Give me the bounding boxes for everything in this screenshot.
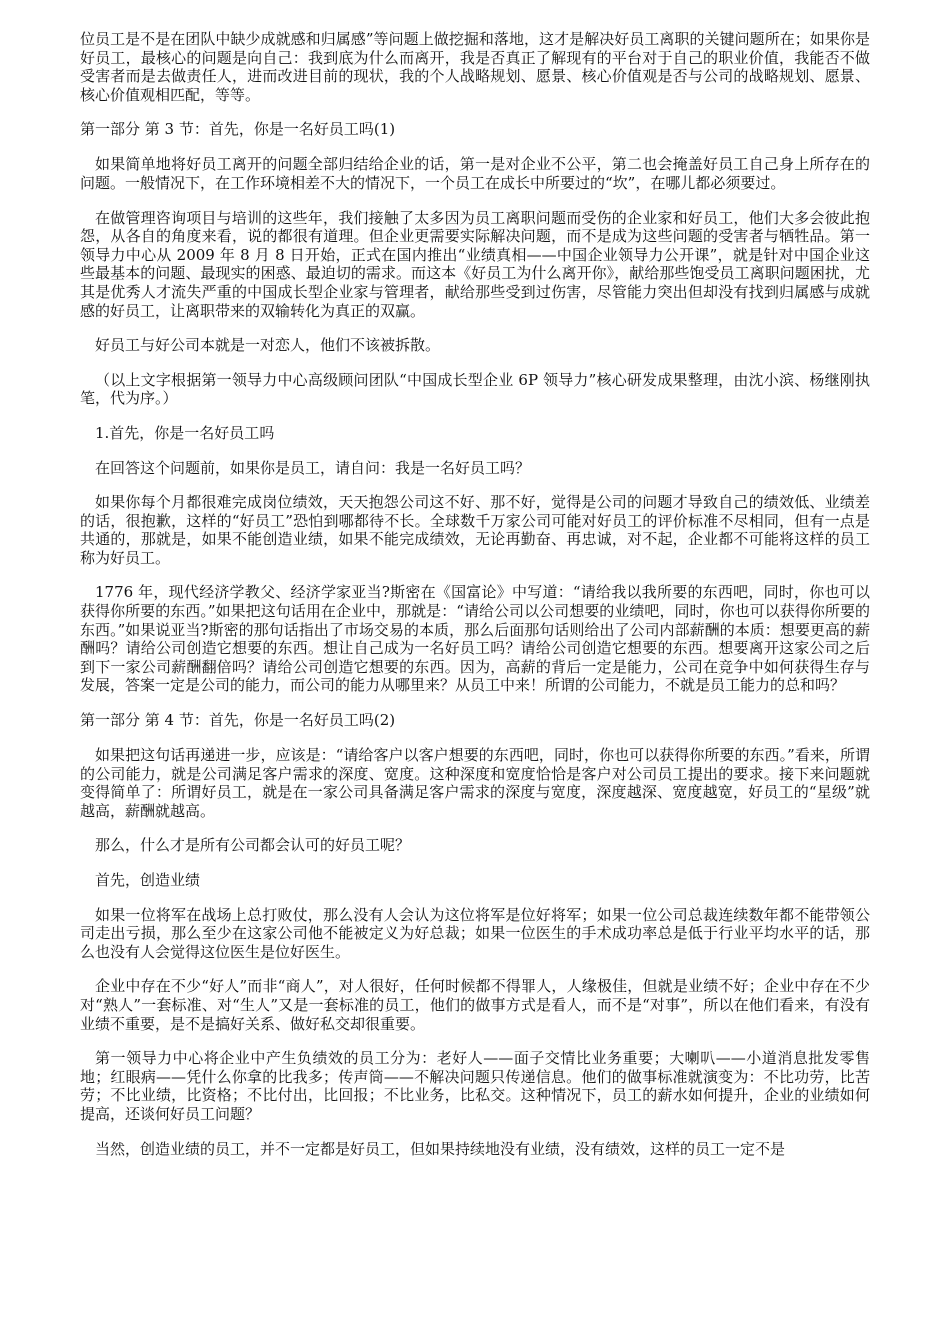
paragraph: 1776 年，现代经济学教父、经济学家亚当?斯密在《国富论》中写道：“请给我以我所要的东西吧，同时，你也可以获得你所要的东西。”如果把这句话用在企业中，那就是：“请给公司以公司想要的业绩吧，同时，你也可以获得你所要的东西。”如果说亚当?斯密的那句话指出了市场交易的本质，那么后面那句话则给出了公司内部薪酬的本质：想要更高的薪酬吗？请给公司创造它想要的东西。想让自己成为一名好员工吗？请给公司创造它想要的东西。想要离开这家公司之后到下一家公司薪酬翻倍吗？请给公司创造它想要的东西。因为，高薪的背后一定是能力，公司在竞争中如何获得生存与发展，答案一定是公司的能力，而公司的能力从哪里来？从员工中来！所谓的公司能力，不就是员工能力的总和吗？ [80, 583, 870, 695]
paragraph: 当然，创造业绩的员工，并不一定都是好员工，但如果持续地没有业绩，没有绩效，这样的员工一定不是 [95, 1139, 786, 1158]
paragraph: 那么，什么才是所有公司都会认可的好员工呢？ [95, 836, 411, 855]
paragraph: 如果简单地将好员工离开的问题全部归结给企业的话，第一是对企业不公平，第二也会掩盖好员工自己身上所存在的问题。一般情况下，在工作环境相差不大的情况下，一个员工在成长中所要过的“坎”，在哪儿都必须要过。 [80, 155, 870, 192]
paragraph: 如果你每个月都很难完成岗位绩效，天天抱怨公司这不好、那不好，觉得是公司的问题才导致自己的绩效低、业绩差的话，很抱歉，这样的“好员工”恐怕到哪都待不长。全球数千万家公司可能对好员工的评价标准不尽相同，但有一点是共通的，那就是，如果不能创造业绩，如果不能完成绩效，无论再勤奋、再忠诚，对不起，企业都不可能将这样的员工称为好员工。 [80, 493, 870, 567]
preface-note: （以上文字根据第一领导力中心高级顾问团队“中国成长型企业 6P 领导力”核心研发成果整理，由沈小滨、杨继刚执笔，代为序。） [80, 370, 870, 408]
paragraph: 在回答这个问题前，如果你是员工，请自问：我是一名好员工吗？ [95, 458, 531, 477]
section-heading: 第一部分 第 3 节：首先，你是一名好员工吗(1) [80, 120, 396, 139]
subheading: 1.首先，你是一名好员工吗 [95, 423, 275, 442]
document-page [80, 30, 870, 1174]
paragraph: 如果把这句话再递进一步，应该是：“请给客户以客户想要的东西吧，同时，你也可以获得你所要的东西。”看来，所谓的公司能力，就是公司满足客户需求的深度、宽度。这种深度和宽度恰恰是客户对公司员工提出的要求。接下来问题就变得简单了：所谓好员工，就是在一家公司具备满足客户需求的深度与宽度，深度越深、宽度越宽，好员工的“星级”就越高，薪酬就越高。 [80, 746, 870, 820]
paragraph: 如果一位将军在战场上总打败仗，那么没有人会认为这位将军是位好将军；如果一位公司总裁连续数年都不能带领公司走出亏损，那么至少在这家公司他不能被定义为好总裁；如果一位医生的手术成功率总是低于行业平均水平的话，那么也没有人会觉得这位医生是位好医生。 [80, 905, 870, 961]
subheading: 首先，创造业绩 [95, 871, 201, 889]
section-heading: 第一部分 第 4 节：首先，你是一名好员工吗(2) [80, 711, 396, 730]
paragraph: 位员工是不是在团队中缺少成就感和归属感”等问题上做挖掘和落地，这才是解决好员工离职的关键问题所在；如果你是好员工，最核心的问题是向自己：我到底为什么而离开，我是否真正了解现有的平台对于自己的职业价值，我能否不做受害者而是去做责任人，进而改进目前的现状，我的个人战略规划、愿景、核心价值观是否与公司的战略规划、愿景、核心价值观相匹配，等等。 [80, 30, 870, 104]
paragraph: 第一领导力中心将企业中产生负绩效的员工分为：老好人——面子交情比业务重要；大喇叭——小道消息批发零售地；红眼病——凭什么你拿的比我多；传声筒——不解决问题只传递信息。他们的做事标准就演变为：不比功劳，比苦劳；不比业绩，比资格；不比付出，比回报；不比业务，比私交。这种情况下，员工的薪水如何提升，企业的业绩如何提高，还谈何好员工问题？ [80, 1049, 870, 1123]
paragraph: 好员工与好公司本就是一对恋人，他们不该被拆散。 [95, 336, 441, 355]
paragraph: 在做管理咨询项目与培训的这些年，我们接触了太多因为员工离职问题而受伤的企业家和好员工，他们大多会彼此抱怨，从各自的角度来看，说的都很有道理。但企业更需要实际解决问题，而不是成为这些问题的受害者与牺牲品。第一领导力中心从 2009 年 8 月 8 日开始，正式在国内推出“业绩真相——中国企业领导力公开课”，就是针对中国企业这些最基本的问题、最现实的困惑、最迫切的需求。而这本《好员工为什么离开你》，献给那些饱受员工离职问题困扰，尤其是优秀人才流失严重的中国成长型企业家与管理者，献给那些受到过伤害，尽管能力突出但却没有找到归属感与成就感的好员工，让离职带来的双输转化为真正的双赢。 [80, 208, 870, 320]
paragraph: 企业中存在不少“好人”而非“商人”，对人很好，任何时候都不得罪人，人缘极佳，但就是业绩不好；企业中存在不少对“熟人”一套标准、对“生人”又是一套标准的员工，他们的做事方式是看人，而不是“对事”，所以在他们看来，有没有业绩不重要，是不是搞好关系、做好私交却很重要。 [80, 977, 870, 1033]
